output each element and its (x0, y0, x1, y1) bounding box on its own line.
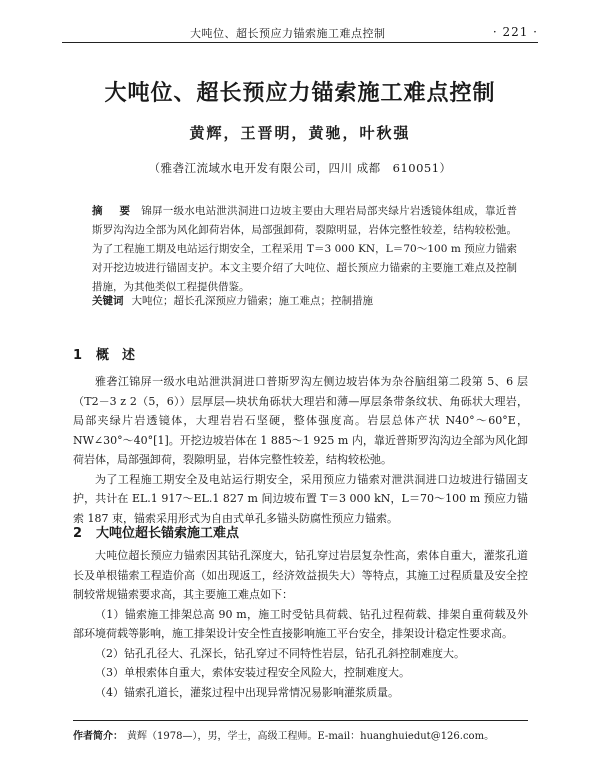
abstract-label: 摘 要 (92, 205, 134, 217)
keywords (92, 292, 517, 311)
section-heading-2 (73, 522, 239, 541)
list-item: （4）锚索孔道长，灌浆过程中出现异常情况易影响灌浆质量。 (95, 685, 399, 699)
footnote-text: 黄辉（1978—），男，学士，高级工程师。E-mail：huanghuiedut@126.com。 (127, 731, 495, 742)
paper-title: 大吨位、超长预应力锚索施工难点控制 (104, 81, 496, 106)
section-heading-1 (73, 344, 135, 363)
authors: 黄辉，王晋明，黄驰，叶秋强 (189, 124, 411, 142)
paragraph: 大吨位超长预应力锚索因其钻孔深度大，钻孔穿过岩层复杂性高，索体自重大，灌浆孔道长及单根锚索工程造价高（如出现返工，经济效益损失大）等特点，其施工过程质量及安全控制较常规锚索要求高，其主要施工难点如下： (73, 549, 528, 601)
paragraph: 雅砻江锦屏一级水电站泄洪洞进口普斯罗沟左侧边坡岩体为杂谷脑组第二段第 5、6 层（T2－3 z 2（5，6））层厚层—块状角砾状大理岩和薄—厚层条带条纹状、角砾状大理岩，局部夹绿片岩透镜体，大理岩岩石坚硬，整体强度高。岩层总体产状 N40°～60°E，NW∠30°～40°[1]。开挖边坡岩体在 1 885～1 925 m 内，靠近普斯罗沟沟边全部为风化卸荷岩体，局部强卸荷，裂隙明显，岩体完整性较差，结构较松弛。 (73, 375, 528, 466)
section-title: 大吨位超长锚索施工难点 (96, 526, 240, 541)
footnote-label: 作者简介： (73, 731, 123, 742)
running-title: 大吨位、超长预应力锚索施工难点控制 (190, 27, 386, 40)
section-number: 2 (73, 526, 83, 541)
footnote-divider (73, 720, 528, 721)
list-item: （2）钻孔孔径大、孔深长，钻孔穿过不同特性岩层，钻孔孔斜控制难度大。 (95, 646, 465, 660)
section-number: 1 (73, 348, 83, 363)
section-title: 概 述 (96, 348, 136, 363)
section-2-body (73, 546, 528, 702)
paragraph: 为了工程施工期安全及电站运行期安全，采用预应力锚索对泄洪洞进口边坡进行锚固支护，共计在 EL.1 917～EL.1 827 m 间边坡布置 T＝3 000 kN，L＝70～100 m 预应力锚索 187 束，锚索采用形式为自由式单孔多锚头防腐性预应力锚索。 (73, 472, 528, 525)
affiliation: （雅砻江流域水电开发有限公司，四川 成都 610051） (148, 161, 452, 175)
running-header (62, 22, 538, 43)
list-item: （3）单根索体自重大，索体安装过程安全风险大，控制难度大。 (95, 666, 410, 679)
author-footnote (73, 727, 528, 742)
abstract (92, 202, 517, 297)
list-item: （1）锚索施工排架总高 90 m，施工时受钻具荷载、钻孔过程荷载、排架自重荷载及外部环境荷载等影响，施工排架设计安全性直接影响施工平台安全，排架设计稳定性要求高。 (73, 607, 528, 640)
section-1-body (73, 372, 528, 528)
keywords-label: 关键词 (92, 295, 124, 307)
abstract-text: 锦屏一级水电站泄洪洞进口边坡主要由大理岩局部夹绿片岩透镜体组成，靠近普斯罗沟沟边全部为风化卸荷岩体，局部强卸荷，裂隙明显，岩体完整性较差，结构较松弛。为了工程施工期及电站运行期安全，工程采用 T＝3 000 KN，L＝70～100 m 预应力锚索对开挖边坡进行锚固支护。本文主要介绍了大吨位、超长预应力锚索的主要施工难点及控制措施，为其他类似工程提供借鉴。 (92, 205, 518, 293)
page-number: · 221 · (492, 25, 538, 39)
keywords-text: 大吨位；超长孔深预应力锚索；施工难点；控制措施 (131, 295, 373, 307)
